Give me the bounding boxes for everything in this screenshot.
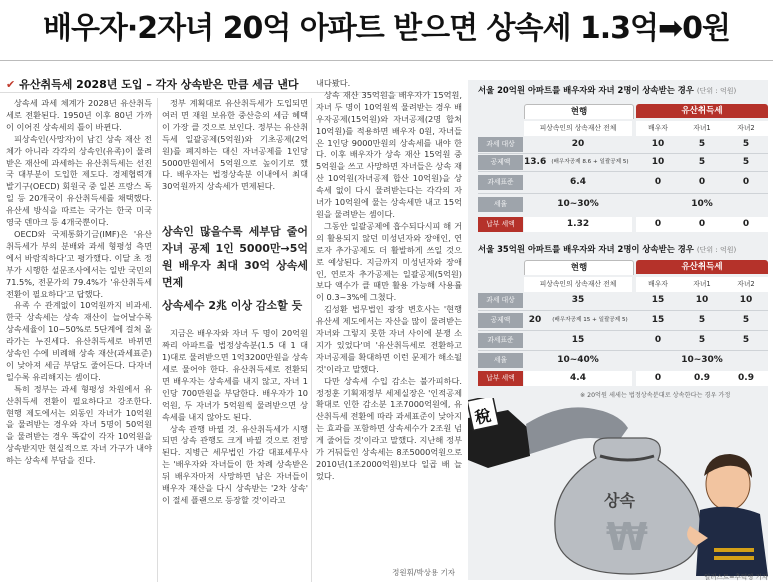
table1-column-header-row [478,120,768,137]
table1-row [478,136,768,153]
table1-title [478,84,736,96]
row-label: 납부 세액 [478,217,523,232]
paragraph: 정부 계획대로 유산취득세가 도입되면 여러 면 재원 보유한 중산층의 세금 혜택이 가장 클 것으로 보인다. 정부는 유산취득세 일괄공제(5억원)와 기초공제(2억원)를 폐지하는 대신 자녀공제를 1인당 5000만원에서 5억원으로 높이기로 했다. 배우자는 법정상속분 이내에서 최대 30억원까지 상속세가 면제된다. [162,98,308,192]
cell-spouse: 15 [651,295,665,305]
paragraph: 특히 정부는 과세 형평성 차원에서 유산취득세 전환이 필요하다고 강조한다. 현행 제도에서는 외동인 자녀가 10억원을 물려받는 경우와 자녀 5명이 50억원을 물려받는 경우 똑같이 각자 10억원을 상속받지만 현실적으로 자녀 가구가 내야 하는 상속세 부담을 진다. [6,383,152,466]
cell-child2: 5 [742,315,750,325]
paragraph: OECD와 국제통화기금(IMF)은 '유산취득세가 부의 분배와 과세 형평성 측면에서 바람직하다'고 평가했다. 이달 초 정부가 시행한 설문조사에서는 일반 국민의 71.5%, 전문가의 79.4%가 '유산취득세 전환이 필요하다'고 답했다. [6,228,152,299]
table1-title-text: 서울 20억원 아파트를 배우자와 자녀 2명이 상속받는 경우 [478,85,694,95]
cell-spouse: 0 [654,373,662,383]
table2-col-spouse: 배우자 [648,280,668,288]
table2-title-text: 서울 35억원 아파트를 배우자와 자녀 2명이 상속받는 경우 [478,244,694,254]
table1-header-new: 유산취득세 [636,104,768,118]
cell-child2: 0 [742,219,750,229]
row-label: 과세 대상 [478,137,523,152]
illustration-credit: 일러스트=추덕영 기자 [704,573,769,581]
paragraph: 유족 수 관계없이 10억원까지 비과세. 한국 상속세는 상속 재산이 늘어날수록 상속세율이 10~50%로 5단계에 걸쳐 올라가는 누진세다. 유산취득세로 바뀌면 상속인 수에 비례해 상속 재산(과세표준)이 낮아져 세금 부담도 줄어든다. 다자녀일수록 유리해지는 셈이다. [6,300,152,382]
table2-row [478,292,768,309]
table2-row [478,332,768,349]
paragraph: 내다봤다. [316,78,351,88]
cell-spouse: 0 [654,177,662,187]
paragraph: 지금은 배우자와 자녀 두 명이 20억원짜리 아파트를 법정상속분(1.5 대 1 대 1)대로 물려받으면 1억3200만원을 상속세로 물어야 한다. 유산취득세로 전환되면 배우자는 상속세를 내지 않고, 자녀 1인당 700만원을 부담한다. 배우자가 10억원, 두 자녀가 5억원씩 물려받으면 상속세를 내지 않아도 된다. [162,328,308,422]
sleeve-stripe [714,548,754,552]
table2-header-current: 현행 [524,260,634,275]
row-label: 공제액 [478,313,523,328]
cell-current: 15 [571,335,585,345]
table1-col-current: 피상속인의 상속재산 전체 [539,124,617,132]
table1-row [478,154,768,171]
subhead [6,76,299,92]
table1-row [478,174,768,191]
table2-row [478,312,768,329]
cell-child1: 0 [698,177,706,187]
paragraph: 상속 재산 35억원을 배우자가 15억원, 자녀 두 명이 10억원씩 물려받는 경우 배우자공제(15억원)와 자녀공제(2명 합쳐 10억원)를 적용하면 배우자 0원, 자녀들은 1인당 9000만원의 상속세를 내야 한다. 이후 배우자가 상속 재산 15억원 중 5억원을 쓰고 사망하면 자녀들은 상속 재산 10억원(자녀공제 합산 10억원)을 상속세 없이 다시 물려받는다는 각각의 자녀가 10억원에 물는 상속세만 내고 15억원을 물려받는 셈이다. [316,89,462,219]
cell-child1: 10 [695,295,709,305]
cell-current: 4.4 [570,373,586,383]
cell-current: 20 [571,139,585,149]
row-label: 납부 세액 [478,371,523,386]
table2-row-tax [478,370,768,387]
row-label: 공제액 [478,155,523,170]
cell-child1: 0 [698,219,706,229]
cell-child2: 10 [739,295,753,305]
table2-col-current: 피상속인의 상속재산 전체 [539,280,617,288]
cell-child1: 5 [698,335,706,345]
won-symbol: ₩ [606,515,648,559]
paragraph: 김성환 법무법인 광장 변호사는 '현행 유산세 제도에서는 자산을 많이 물려받는 자녀와 그렇지 못한 자녀 사이에 분쟁 소지가 있었다'며 '유산취득세로 전환하고 자녀공제를 확대하면 이런 문제가 해소될 것'이라고 말했다. [316,304,462,374]
pull-quote: 상속인 많을수록 세부담 줄어 자녀 공제 1인 5000만→5억원 배우자 최대 30억 상속세 면제 [162,225,308,290]
cell-current: 10~30% [557,199,599,209]
row-label: 세율 [478,353,523,368]
cell-current: 20 [528,315,542,325]
cell-child2: 0 [742,177,750,187]
bag-label: 상속 [604,491,635,510]
cell-current: 10~40% [557,355,599,365]
tax-tag-text: 稅 [472,405,493,428]
cell-child2: 5 [742,139,750,149]
paragraph: 상속 관행 바뀔 것. 유산취득세가 시행되면 상속 관행도 크게 바뀔 것으로 전망된다. 지병근 세무법인 가감 대표세무사는 '배우자와 자녀들이 한 차례 상속받은 뒤 배우자마저 사망하면 남은 자녀들이 배우자 재산을 다시 상속받는 '2차 상속' 이 절세 플랜으로 등장할 것'이라고 [162,423,308,505]
table1-col-child1: 자녀1 [693,124,711,132]
man-body [696,507,768,576]
cell-new-rate: 10~30% [681,355,723,365]
row-line [478,193,768,194]
cell-current: 6.4 [570,177,586,187]
row-line [478,350,768,351]
cell-current: 13.6 [524,157,547,167]
column-divider [157,98,158,582]
cell-spouse: 10 [651,157,665,167]
cell-child1: 5 [698,315,706,325]
article-column-2 [162,98,308,568]
paragraph: 상속세 과세 체계가 2028년 유산취득세로 전환된다. 1950년 이후 80년 가까이 이어진 상속세의 틀이 바뀐다. [6,98,152,132]
cell-child2: 5 [742,157,750,167]
table1-col-child2: 자녀2 [737,124,755,132]
article-column-1 [6,98,152,582]
table2-col-child2: 자녀2 [737,280,755,288]
cell-spouse: 0 [654,219,662,229]
cell-child2: 0.9 [738,373,754,383]
cell-child1: 5 [698,139,706,149]
table2-col-child1: 자녀1 [693,280,711,288]
row-label: 과세 대상 [478,293,523,308]
cell-spouse: 10 [651,139,665,149]
cell-child1: 5 [698,157,706,167]
cell-child1: 0.9 [694,373,710,383]
row-label: 세율 [478,197,523,212]
sleeve-stripe [714,556,754,560]
byline: 정원휘/박상용 기자 [392,568,455,577]
article-column-3 [316,78,462,566]
table1-row [478,196,768,213]
table2-unit: (단위 : 억원) [696,246,737,254]
cell-child2: 5 [742,335,750,345]
row-line [478,330,768,331]
table2-title [478,243,736,255]
table1-col-spouse: 배우자 [648,124,668,132]
table2-column-header-row [478,276,768,293]
row-label: 과세표준 [478,175,523,190]
paragraph: 피상속인(사망자)이 남긴 상속 재산 전체가 아니라 각각의 상속인(유족)이 물려받은 재산에 과세하는 유산취득세는 선진국 대부분이 도입한 제도다. 경제협력개발기구(OECD) 회원국 중 일본 프랑스 독일 등 20개국이 유산취득세를 채택했다. 유산세 방식을 따르는 국가는 한국 미국 영국 덴마크 등 4개국뿐이다. [6,133,152,228]
cell-new-rate: 10% [691,199,713,209]
cell-current-breakdown: (배우자공제 8.6 + 일괄공제 5) [551,159,629,165]
cell-current: 35 [571,295,585,305]
table2-row [478,352,768,369]
cell-current-breakdown: (배우자공제 15 + 일괄공제 5) [552,317,628,323]
table2-header-new: 유산취득세 [636,260,768,274]
cell-spouse: 15 [651,315,665,325]
pull-quote-2: 상속세수 2兆 이상 감소할 듯 [162,299,303,313]
table-footnote: ※ 20억원 세세는 법정상속분대로 상속한다는 경우 가정 [580,392,731,399]
table1-header-current: 현행 [524,104,634,119]
subhead-text: 유산취득세 2028년 도입 – 각자 상속받은 만큼 세금 낸다 [19,78,299,91]
column-divider [311,98,312,582]
row-line [478,171,768,172]
cell-current: 1.32 [566,219,590,229]
paragraph: 그동안 일괄공제에 흡수되다시피 해 거의 활용되지 않던 미성년자와 장애인, 연로자 추가공제도 더 활발하게 쓰일 것으로 예상된다. 지금까지 미성년자와 장애인, 연로자 추가공제는 일괄공제(5억원)보다 액수가 클 때만 활용 가능해 사용률이 0.3~3%에 그쳤다. [316,220,462,303]
paragraph: 다만 상속세 수입 감소는 불가피하다. 정정훈 기획재정부 세제실장은 '인적공제 확대로 인한 감소분 1조7000억원에, 유산취득세 전환에 따라 과세표준이 낮아지는 효과를 포함하면 상속세수가 2조원 넘게 줄어들 것'이라고 말했다. 지난해 정부가 거둬들인 상속세는 8조5000억원으로 2010년(1조2000억원)보다 일곱 배 늘었다. [316,375,462,481]
row-line [478,310,768,311]
headline-rule [0,60,773,61]
check-icon: ✔ [6,78,16,91]
illustration [468,398,768,576]
cell-spouse: 0 [654,335,662,345]
row-label: 과세표준 [478,333,523,348]
table1-unit: (단위 : 억원) [696,87,737,95]
headline: 배우자·2자녀 20억 아파트 받으면 상속세 1.3억➡0원 [42,11,731,46]
table1-row-tax [478,216,768,233]
